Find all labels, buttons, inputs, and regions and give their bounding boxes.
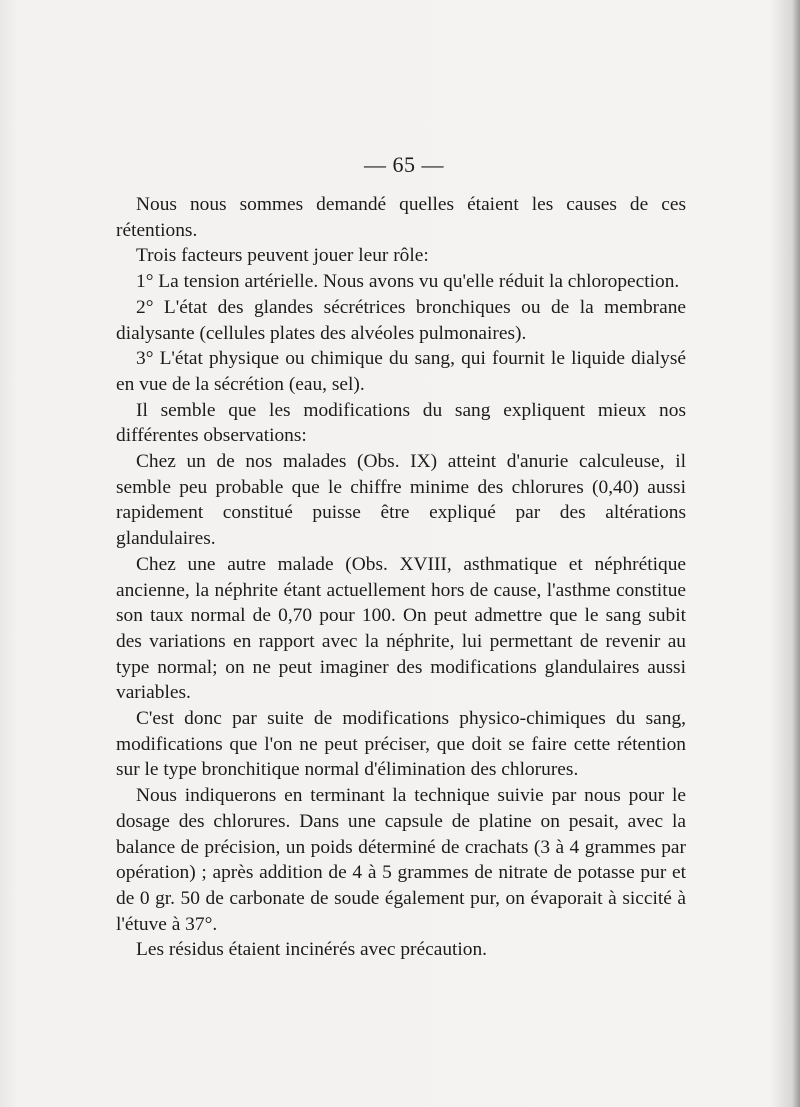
page-number: — 65 — [364,152,444,177]
paragraph-blood-modifications: Il semble que les modifications du sang expliquent mieux nos différentes observations: [116,399,686,447]
paragraph-residues: Les résidus étaient incinérés avec précaution. [136,939,488,961]
paragraph-factor-1: 1° La tension artérielle. Nous avons vu qu'elle réduit la chloropection. [136,271,680,293]
paragraph-factor-2: 2° L'état des glandes sécrétrices bronchiques ou de la membrane dialysante (cellules plates des alvéoles pulmonaires). [116,296,686,344]
body-text [116,192,686,963]
paragraph-retentions-question: Nous nous sommes demandé quelles étaient les causes de ces rétentions. [116,194,686,241]
paragraph-obs-xviii: Chez une autre malade (Obs. XVIII, asthmatique et néphrétique ancienne, la néphrite étant actuellement hors de cause, l'asthme constitue son taux normal de 0,70 pour 100. On peut admettre que le sang subit des variations en rapport avec la néphrite, lui permettant de revenir au type normal; on ne peut imaginer des modifications glandulaires aussi variables. [116,553,686,704]
paragraph-three-factors: Trois facteurs peuvent jouer leur rôle: [136,245,429,267]
paragraph-factor-3: 3° L'état physique ou chimique du sang, qui fournit le liquide dialysé en vue de la sécrétion (eau, sel). [116,348,686,395]
paragraph-physico-chemical: C'est donc par suite de modifications physico-chimiques du sang, modifications que l'on ne peut préciser, que doit se faire cette rétention sur le type bronchitique normal d'élimination des chlorures. [116,708,686,781]
paragraph-technique: Nous indiquerons en terminant la technique suivie par nous pour le dosage des chlorures. Dans une capsule de platine on pesait, avec la balance de précision, un poids déterminé de crachats (3 à 4 grammes par opération) ; après addition de 4 à 5 grammes de nitrate de potasse pur et de 0 gr. 50 de carbonate de soude également pur, on évaporait à siccité à l'étuve à 37°. [116,785,686,935]
paragraph-obs-ix: Chez un de nos malades (Obs. IX) atteint d'anurie calculeuse, il semble peu probable que le chiffre minime des chlorures (0,40) aussi rapidement constitué puisse être expliqué par des altérations glandulaires. [116,451,686,550]
